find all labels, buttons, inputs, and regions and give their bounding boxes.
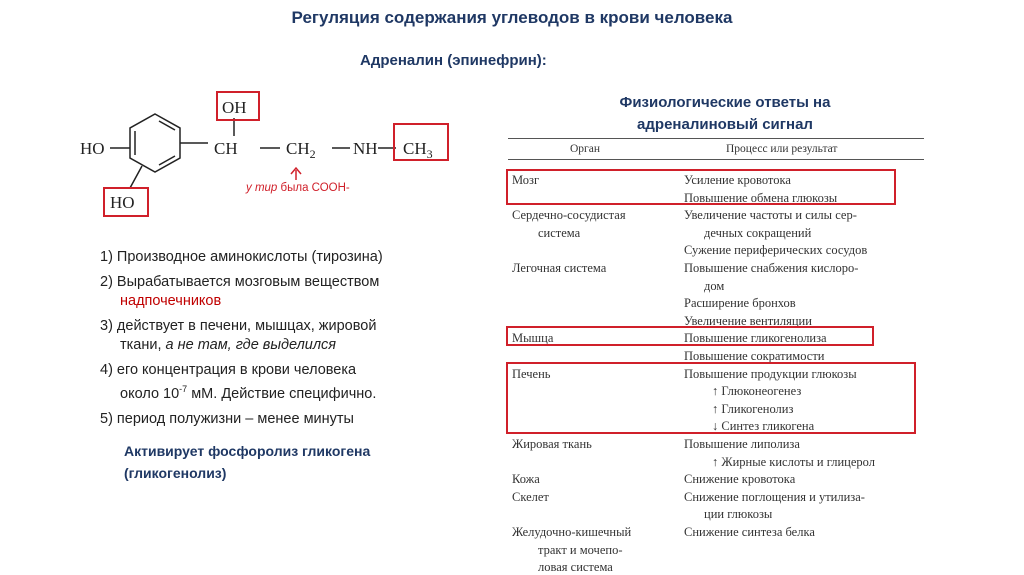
result-cell: ↑ Гликогенолиз [712,401,794,416]
result-cell: ↓ Синтез гликогена [712,419,815,434]
list-item: 4) его концентрация в крови человека [100,362,357,378]
page-title: Регуляция содержания углеводов в крови человека [291,8,733,27]
organ-cell: Сердечно-сосудистая [512,208,626,223]
column-header-process: Процесс или результат [726,143,838,155]
result-cell: Расширение бронхов [684,296,796,311]
organ-cell: Желудочно-кишечный [512,525,632,539]
up-arrow-icon [291,168,301,180]
result-cell: Повышение обмена глюкозы [684,190,838,205]
result-cell: ↑ Глюконеогенез [712,384,802,399]
result-cell: Снижение синтеза белка [684,525,815,539]
ch-label: CH [214,139,238,158]
organ-cell: Легочная система [512,261,607,275]
result-cell: ции глюкозы [704,507,773,522]
list-item-continuation: надпочечников [120,293,222,309]
result-cell: Повышение снабжения кислоро- [684,261,859,275]
result-cell: Повышение продукции глюкозы [684,366,857,381]
result-cell: Увеличение вентиляции [684,313,812,328]
result-cell: Сужение периферических сосудов [684,243,868,258]
list-item-continuation: ткани, а не там, где выделился [120,337,337,353]
result-cell: дом [704,278,725,293]
list-item: 3) действует в печени, мышцах, жировой [100,318,377,334]
result-cell: Повышение гликогенолиза [684,331,827,346]
column-header-organ: Орган [570,143,601,155]
organ-cell: система [538,225,581,240]
organ-cell: Жировая ткань [512,437,592,451]
result-cell: Повышение сократимости [684,349,825,363]
liver-highlight-box [506,362,916,434]
adrenaline-structure [60,80,500,240]
ch3-label: $CH_3$ [403,139,433,161]
result-cell: Повышение липолиза [684,437,800,451]
nh-label: NH [353,139,378,158]
ho-bottom-label: HO [110,193,135,212]
brain-highlight-box [506,169,896,205]
list-item: 1) Производное аминокислоты (тирозина) [100,249,383,265]
ho-left-label: HO [80,139,105,158]
organ-cell: Кожа [512,472,540,487]
properties-list [100,248,480,429]
list-item: 5) период полужизни – менее минуты [100,410,354,427]
result-cell: Снижение кровотока [684,472,796,487]
oh-label: OH [222,98,247,117]
organ-cell: тракт и мочепо- [538,542,623,557]
ch2-label: $CH_2$ [286,139,316,161]
result-cell: Усиление кровотока [684,173,791,187]
organ-cell: ловая система [538,560,613,575]
muscle-highlight-box [506,326,874,346]
subtitle: Адреналин (эпинефрин): [360,52,547,69]
list-item-continuation: около $10^{-7}$ мМ. Действие специфично. [120,384,377,402]
organ-cell: Мозг [512,173,540,187]
tyr-note: у тир была СООН- [246,182,350,194]
list-item: 2) Вырабатывается мозговым веществом [100,274,380,290]
activates-note: Активирует фосфоролиз гликогена (гликогенолиз) [124,443,371,481]
result-cell: дечных сокращений [704,225,812,240]
organ-cell: Мышца [512,331,554,346]
result-cell: ↑ Жирные кислоты и глицерол [712,454,875,469]
organ-cell: Скелет [512,489,549,504]
physiological-responses-title: Физиологические ответы на адреналиновый сигнал [619,94,831,133]
result-cell: Увеличение частоты и силы сер- [684,208,857,223]
organ-cell: Печень [512,366,551,381]
result-cell: Снижение поглощения и утилиза- [684,489,865,504]
